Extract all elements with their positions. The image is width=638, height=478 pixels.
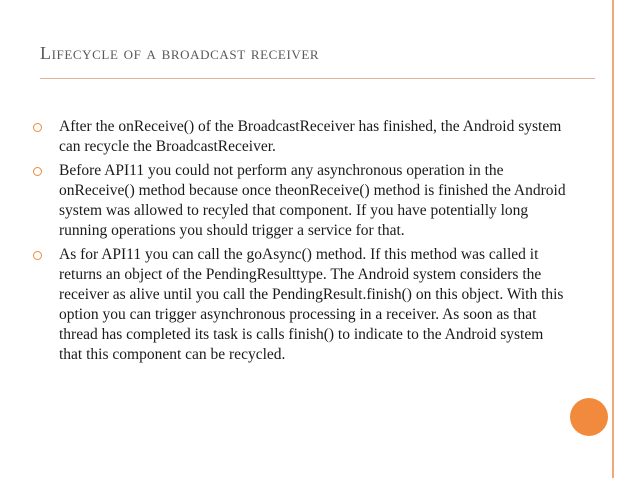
bullet-list (26, 117, 566, 369)
title-divider (40, 78, 595, 79)
bullet-item (26, 245, 566, 365)
bullet-circle-icon (33, 251, 42, 260)
bullet-text: After the onReceive() of the BroadcastReceiver has finished, the Android system can recycle the BroadcastReceiver. (59, 118, 562, 155)
bullet-item (26, 161, 566, 241)
slide-title: Lifecycle of a broadcast receiver (40, 43, 320, 63)
bullet-text: As for API11 you can call the goAsync() method. If this method was called it returns an object of the PendingResulttype. The Android system considers the receiver as alive until you call the PendingResult.finish() on this object. With this option you can trigger asynchronous processing in a receiver. As soon as that thread has completed its task is calls finish() to indicate to the Android system that this component can be recycled. (59, 246, 564, 363)
bullet-item (26, 117, 566, 157)
bullet-circle-icon (33, 167, 42, 176)
decorative-orange-circle (570, 398, 608, 436)
bullet-circle-icon (33, 123, 42, 132)
bullet-text: Before API11 you could not perform any asynchronous operation in the onReceive() method because once theonReceive() method is finished the Android system was allowed to recyled that component. If you have potentially long running operations you should trigger a service for that. (59, 162, 566, 239)
